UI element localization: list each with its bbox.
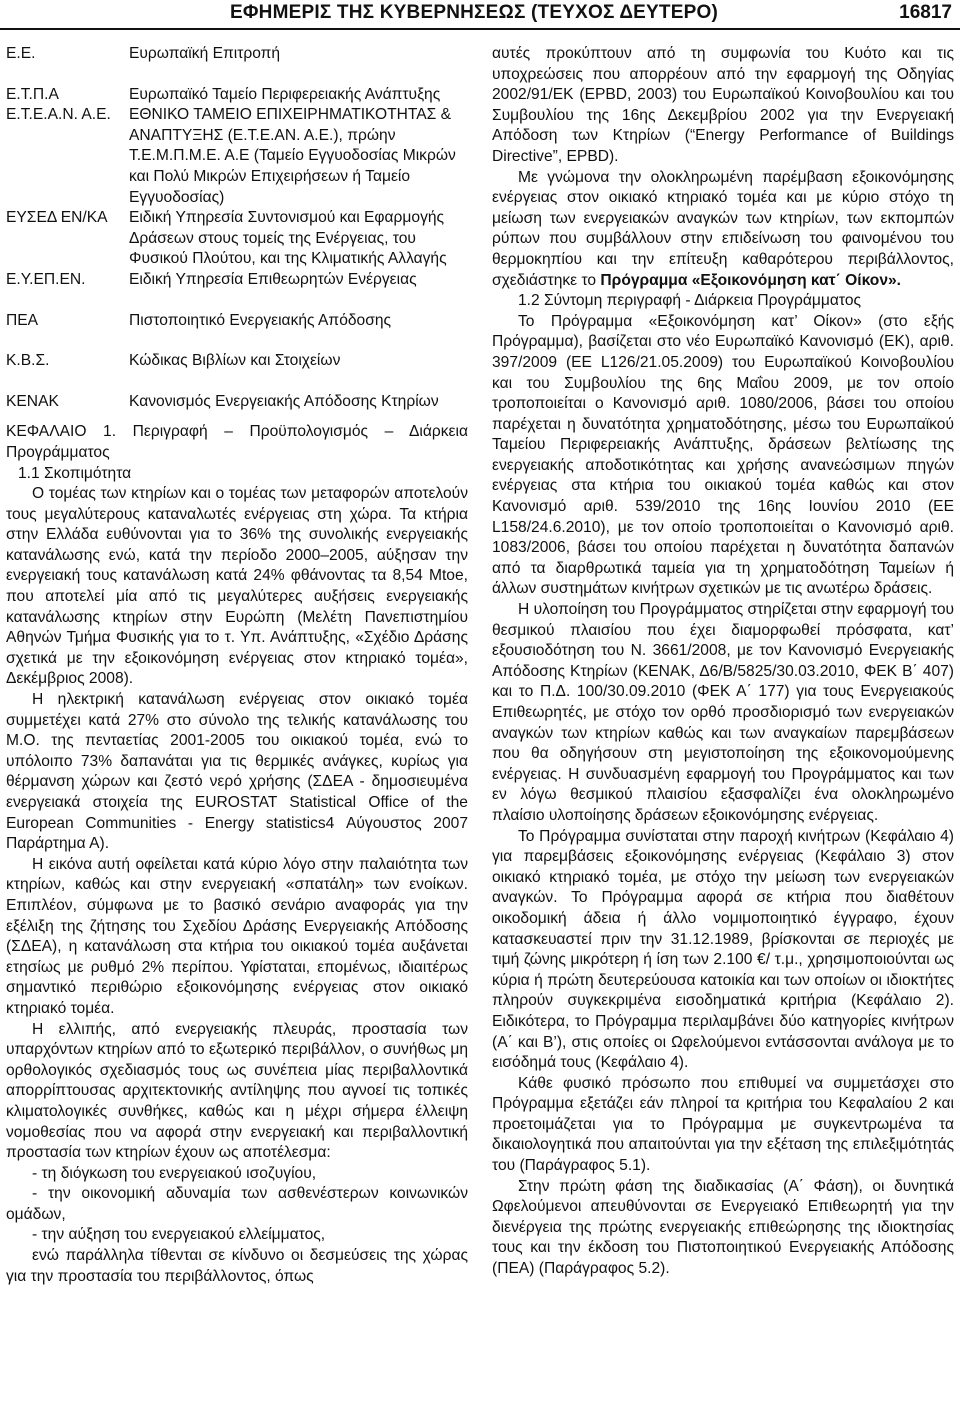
abbreviation-definition: Ειδική Υπηρεσία Επιθεωρητών Ενέργειας <box>129 270 417 288</box>
page-number: 16817 <box>899 2 952 23</box>
paragraph: ενώ παράλληλα τίθενται σε κίνδυνο οι δεσμεύσεις της χώρας για την προστασία του περιβάλλοντος, όπως <box>6 1247 468 1285</box>
abbreviation-row <box>6 270 468 291</box>
abbreviation-definition: Ευρωπαϊκή Επιτροπή <box>129 45 281 62</box>
abbreviation-definition: Ευρωπαϊκό Ταμείο Περιφερειακής Ανάπτυξης <box>129 85 441 103</box>
abbreviation-row <box>6 392 468 413</box>
abbreviation-definition: Κανονισμός Ενεργειακής Απόδοσης Κτηρίων <box>129 392 439 410</box>
abbreviation: ΚΕΝΑΚ <box>6 392 59 410</box>
paragraph: αυτές προκύπτουν από τη συμφωνία του Κυότο και τις υποχρεώσεις που απορρέουν από την εφαρμογή της Οδηγίας 2002/91/ΕΚ (EPBD, 2003) του Ευρωπαϊκού Κοινοβουλίου και του Συμβουλίου της 16ης Δεκεμβρίου 2002 για την Ενεργειακή Απόδοση των Κτηρίων (“Energy Performance of Buildings Directive”, EPBD). <box>492 45 954 165</box>
abbreviation-row <box>6 351 468 372</box>
abbreviation: Ε.Τ.Π.Α <box>6 85 59 103</box>
paragraph: Το Πρόγραμμα «Εξοικονόμηση κατ’ Οίκον» (στο εξής Πρόγραμμα), βασίζεται στο νέο Ευρωπαϊκό Κανονισμό (ΕΚ), αριθ. 397/2009 (ΕΕ L126/21.05.2009) του Ευρωπαϊκού Κοινοβουλίου και του Συμβουλίου της 6ης Μαΐου 2009, με τον οποίο τροποποιείται ο Κανονισμό αριθ. 1080/2006, βάσει του οποίου παρέχεται η δυνατότητα χρηματοδότησης, μέσω του Ευρωπαϊκού Ταμείου Περιφερειακής Ανάπτυξης, δράσεων βελτίωσης της ενεργειακής αποδοτικότητας και χρήσης ανανεώσιμων πηγών ενέργειας στα κτήρια του οικιακού τομέα καθώς και στον Κανονισμό αριθ. 539/2010 της 16ης Ιουνίου 2010 (ΕΕ L158/24.6.2010), με τον οποίο τροποποιείται ο Κανονισμό αριθ. 1083/2006, βάσει του οποίου παρέχεται η δυνατότητα δαπανών από τα διαρθρωτικά ταμεία για τη χρηματοδότηση Ταμείων ή άλλων συστημάτων κινήτρων σχετικών με τις ανωτέρω δράσεις. <box>492 312 954 598</box>
abbreviation-row <box>6 44 468 65</box>
header-rule <box>0 28 960 30</box>
abbreviation: Ε.Τ.Ε.Α.Ν. Α.Ε. <box>6 106 111 124</box>
paragraph: Η ηλεκτρική κατανάλωση ενέργειας στον οικιακό τομέα συμμετέχει κατά 27% στο σύνολο της τελικής κατανάλωσης του Μ.Ο. της πενταετίας 2001-2005 του οικιακού τομέα, ενώ το υπόλοιπο 73% δαπανάται για τις θερμικές ανάγκες, κυρίως για θέρμανση χώρων και ζεστό νερό χρήσης (ΣΔΕΑ - δημοσιευμένα ενεργειακά στοιχεία της EUROSTAT Statistical Office of the European Communities - Energy statistics4 Αύγουστος 2007 Παράρτημα Α). <box>6 691 468 853</box>
paragraph: Το Πρόγραμμα συνίσταται στην παροχή κινήτρων (Κεφάλαιο 4) για παρεμβάσεις εξοικονόμησης ενέργειας (Κεφάλαιο 3) στον οικιακό κτηριακό τομέα, με στόχο την μείωση των ενεργειακών αναγκών. Το Πρόγραμμα αφορά σε κτήρια που διαθέτουν οικοδομική άδεια ή άλλο νομιμοποιητικό έγγραφο, έχουν κατασκευαστεί πριν την 31.12.1989, βρίσκονται σε περιοχές με τιμή ζώνης μικρότερη ή ίση των 2.100 €/ τ.μ., χρησιμοποιούνται ως κύρια ή πρώτη δευτερεύουσα κατοικία και των οποίων οι ιδιοκτήτες πληρούν συγκεκριμένα εισοδηματικά κριτήρια (Κεφάλαιο 2). Ειδικότερα, το Πρόγραμμα περιλαμβάνει δύο κατηγορίες κινήτρων (Α΄ και Β’), στις οποίες οι Ωφελούμενοι εντάσσονται ανάλογα με το εισόδημά τους (Κεφάλαιο 4). <box>492 827 954 1072</box>
abbreviation: Ε.Υ.ΕΠ.ΕΝ. <box>6 270 86 288</box>
abbreviations-list <box>6 44 468 412</box>
paragraph: Ο τομέας των κτηρίων και ο τομέας των μεταφορών αποτελούν τους μεγαλύτερους καταναλωτές ενέργειας στη χώρα. Τα κτήρια στην Ελλάδα ευθύνονται για το 36% της συνολικής ενεργειακής κατανάλωσης ενώ, κατά την περίοδο 2000–2005, αύξησαν την ενεργειακή τους κατανάλωση κατά 24% φθάνοντας τα 8,54 Mtoe, που αποτελεί μία από τις μεγαλύτερες αυξήσεις ενεργειακής κατανάλωσης κτηρίων στην Ευρώπη (Μελέτη Πανεπιστημίου Αθηνών Τμήμα Φυσικής για το τ. Υπ. Ανάπτυξης, «Σχέδιο Δράσης σχετικά με την εξοικονόμηση ενέργειας στον κτηριακό τομέα», Δεκέμβριος 2008). <box>6 485 468 688</box>
paragraph: Η ελλιπής, από ενεργειακής πλευράς, προστασία των υπαρχόντων κτηρίων από το εξωτερικό περιβάλλον, ο συνήθως μη ορθολογικός σχεδιασμός τους ως συνέπεια μίας περιβαλλοντικά απορρίπτουσας αρχιτεκτονικής αντίληψης που αγνοεί τις τοπικές κλιματολογικές συνθήκες, καθώς και η μέχρι σήμερα έλλειψη νομοθεσίας που να αφορά στην ενεργειακή και περιβαλλοντική προστασία των κτηρίων έχουν ως αποτέλεσμα: <box>6 1020 468 1162</box>
abbreviation: ΠΕΑ <box>6 311 39 329</box>
abbreviation-row <box>6 311 468 332</box>
page-header <box>0 0 960 30</box>
paragraph: Η υλοποίηση του Προγράμματος στηρίζεται στην εφαρμογή του θεσμικού πλαισίου που έχει διαμορφωθεί πρόσφατα, κατ’ εξουσιοδότηση του Ν. 3661/2008, με τον Κανονισμό Ενεργειακής Απόδοσης Κτηρίων (ΚΕΝΑΚ, Δ6/Β/5825/30.03.2010, ΦΕΚ Β΄ 407) και το Π.Δ. 100/30.09.2010 (ΦΕΚ Α΄ 177) για τους Ενεργειακούς Επιθεωρητές, με στόχο τον ορθό προσδιορισμό των ενεργειακών αναγκών των κτηρίων καθώς και των αναγκαίων παρεμβάσεων που θα οδηγήσουν στη μεγιστοποίηση της εξοικονομούμενης ενέργειας. Η συνδυασμένη εφαρμογή του Προγράμματος και των εν λόγω θεσμικού πλαισίου εξασφαλίζει ένα ολοκληρωμένο πλαίσιο υλοποίησης δράσεων εξοικονόμησης ενέργειας. <box>492 601 955 824</box>
right-column <box>492 44 954 1280</box>
paragraph <box>492 168 954 292</box>
gazette-title: ΕΦΗΜΕΡΙΣ ΤΗΣ ΚΥΒΕΡΝΗΣΕΩΣ (ΤΕΥΧΟΣ ΔΕΥΤΕΡΟ) <box>230 2 718 23</box>
paragraph: Στην πρώτη φάση της διαδικασίας (Α΄ Φάση), οι δυνητικά Ωφελούμενοι απευθύνονται σε Ενεργειακό Επιθεωρητή για την διενέργεια της πρώτης ενεργειακής επιθεώρησης της ιδιοκτησίας τους και την έκδοση του Πιστοποιητικού Ενεργειακής Απόδοσης (ΠΕΑ) (Παράγραφος 5.2). <box>492 1177 954 1278</box>
abbreviation-definition: ΕΘΝΙΚΟ ΤΑΜΕΙΟ ΕΠΙΧΕΙΡΗΜΑΤΙΚΟΤΗΤΑΣ & ΑΝΑΠΤΥΞΗΣ (Ε.Τ.Ε.ΑΝ. Α.Ε.), πρώην Τ.Ε.Μ.Π.Μ.Ε. Α.Ε (Ταμείο Εγγυοδοσίας Μικρών και Πολύ Μικρών Επιχειρήσεων ή Ταμείο Εγγυοδοσίας) <box>129 106 456 206</box>
paragraph: Κάθε φυσικό πρόσωπο που επιθυμεί να συμμετάσχει στο Πρόγραμμα εξετάζει εάν πληροί τα κριτήρια του Κεφαλαίου 2 και προετοιμάζεται για το Πρόγραμμα με συγκεντρωμένα τα δικαιολογητικά που απαιτούνται για την εξέταση της επιλεξιμότητάς του (Παράγραφος 5.1). <box>492 1074 954 1175</box>
paragraph-text: Με γνώμονα την ολοκληρωμένη παρέμβαση εξοικονόμησης ενέργειας στον οικιακό κτηριακό τομέα και με κύριο στόχο τη μείωση των ενεργειακών αναγκών των κτηρίων, των εκπομπών ρύπων που συμβάλλουν στην επιδείνωση του φαινομένου του θερμοκηπίου και την επίτευξη καθαρότερου περιβάλλοντος, σχεδιάστηκε το <box>492 168 954 289</box>
paragraph: Η εικόνα αυτή οφείλεται κατά κύριο λόγο στην παλαιότητα των κτηρίων, καθώς και στην ενεργειακή «σπατάλη» των ενοίκων. Επιπλέον, σύμφωνα με το βασικό σενάριο αναφοράς για την εξέλιξη της ζήτησης του Σχεδίου Δράσης Ενεργειακής Απόδοσης (ΣΔΕΑ), η κατανάλωση στα κτήρια του οικιακού τομέα αυξάνεται ετησίως με ρυθμό 2% περίπου. Υφίσταται, επομένως, ιδιαιτέρως σημαντικό περιθώριο εξοικονόμησης ενέργειας στον οικιακό κτηριακό τομέα. <box>6 855 468 1017</box>
abbreviation-row <box>6 208 468 270</box>
list-item: - τη διόγκωση του ενεργειακού ισοζυγίου, <box>32 1164 317 1182</box>
program-name: Πρόγραμμα «Εξοικονόμηση κατ΄ Οίκον». <box>600 271 902 289</box>
section-heading: 1.1 Σκοπιμότητα <box>18 464 132 482</box>
abbreviation-definition: Πιστοποιητικό Ενεργειακής Απόδοσης <box>129 311 392 329</box>
abbreviation: ΕΥΣΕΔ ΕΝ/ΚΑ <box>6 209 108 227</box>
abbreviation-row <box>6 105 468 208</box>
section-heading: 1.2 Σύντομη περιγραφή - Διάρκεια Προγράμματος <box>518 292 862 310</box>
abbreviation-definition: Ειδική Υπηρεσία Συντονισμού και Εφαρμογής Δράσεων στους τομείς της Ενέργειας, του Φυσικού Πλούτου, και της Κλιματικής Αλλαγής <box>129 209 447 268</box>
chapter-heading: ΚΕΦΑΛΑΙΟ 1. Περιγραφή – Προϋπολογισμός – Διάρκεια Προγράμματος <box>6 423 468 461</box>
abbreviation: Κ.Β.Σ. <box>6 352 50 370</box>
abbreviation: Ε.Ε. <box>6 45 36 62</box>
list-item: - την αύξηση του ενεργειακού ελλείμματος, <box>32 1226 326 1244</box>
list-item: - την οικονομική αδυναμία των ασθενέστερων κοινωνικών ομάδων, <box>6 1185 468 1223</box>
abbreviation-definition: Κώδικας Βιβλίων και Στοιχείων <box>129 352 341 370</box>
left-column <box>6 44 468 1287</box>
abbreviation-row <box>6 85 468 106</box>
